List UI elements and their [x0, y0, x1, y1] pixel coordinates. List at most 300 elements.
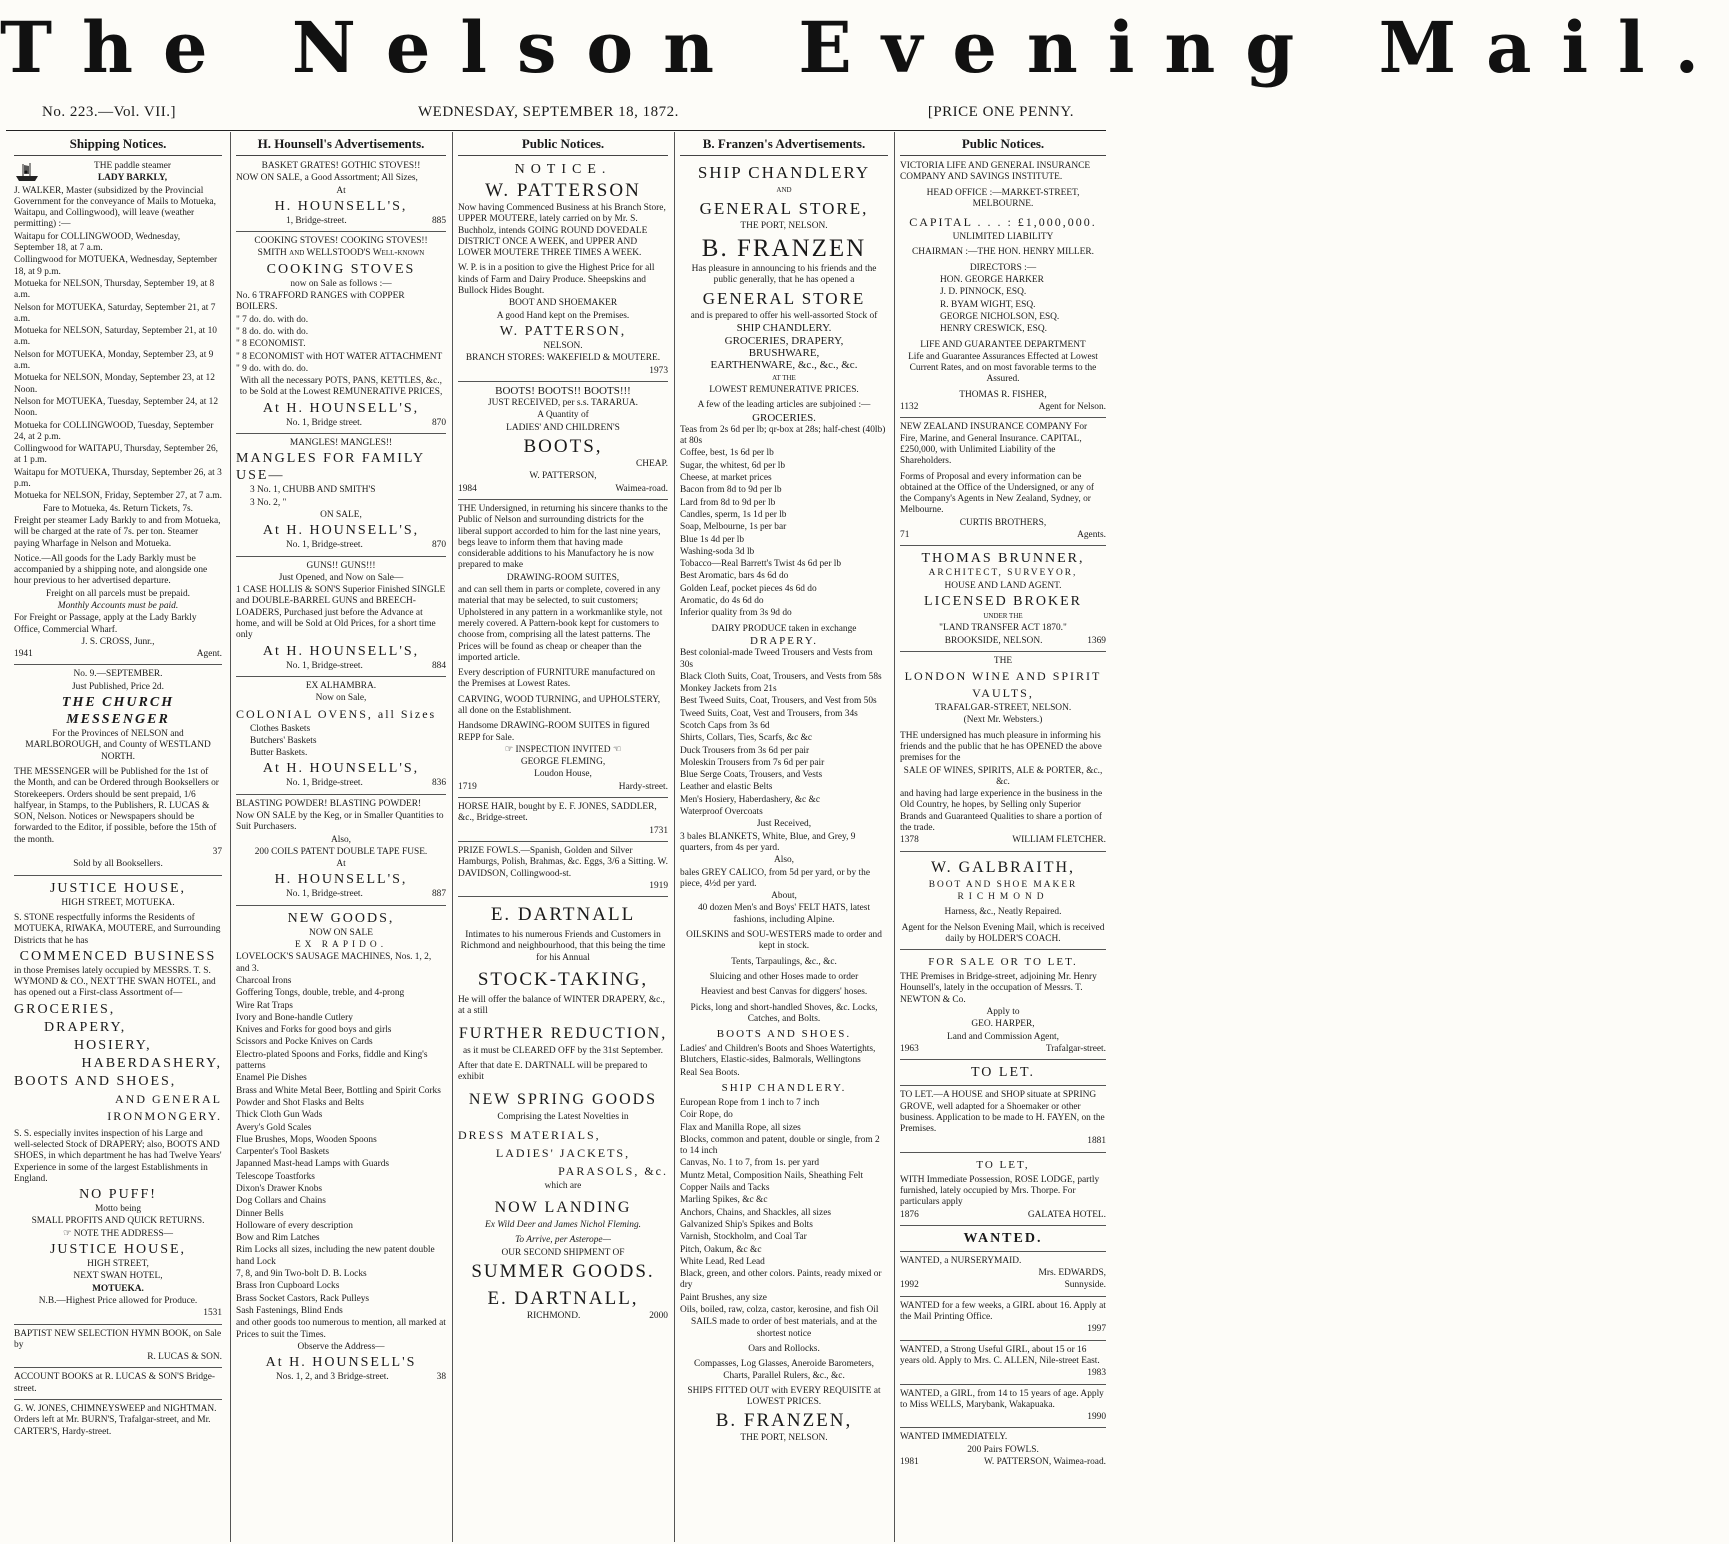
list-item: Telescope Toastforks	[236, 1171, 315, 1182]
text: W. P. is in a position to give the Highest Price for all kinds of Farm and Dairy Produce. Sheepskins and Bullock Hides Bought.	[458, 263, 655, 297]
text: No. 1, Bridge-street.	[286, 540, 363, 551]
text: SMALL PROFITS AND QUICK RETURNS.	[31, 1216, 205, 1227]
text: MANGLES! MANGLES!!	[289, 438, 393, 449]
text: LICENSED BROKER	[924, 593, 1082, 609]
text: COOKING STOVES! COOKING STOVES!!	[254, 236, 428, 247]
list-item: Sugar, the whitest, 6d per lb	[680, 460, 786, 471]
issue-number: No. 223.—Vol. VII.]	[42, 104, 176, 120]
text: MOTUEKA.	[92, 1283, 144, 1294]
text: Nos. 1, 2, and 3 Bridge-street.	[276, 1372, 389, 1383]
text: Motto being	[94, 1204, 142, 1215]
text: Land and Commission Agent,	[947, 1031, 1059, 1042]
groceries-list	[680, 425, 888, 620]
list-item: " 9 do. with do. do.	[236, 363, 309, 374]
text: JUSTICE HOUSE,	[49, 1242, 187, 1258]
text: SUMMER GOODS.	[471, 1261, 655, 1282]
text: A few of the leading articles are subjoined :—	[697, 400, 871, 411]
text: AND	[776, 186, 792, 194]
ad-number: 1919	[649, 880, 668, 891]
text: BASKET GRATES! GOTHIC STOVES!!	[261, 161, 421, 171]
text: EX ALHAMBRA.	[305, 680, 377, 691]
list-item: Coir Rope, do	[680, 1110, 733, 1121]
text: UNLIMITED LIABILITY	[952, 232, 1054, 243]
list-item: " 8 ECONOMIST with HOT WATER ATTACHMENT	[236, 351, 443, 362]
text: For the Provinces of NELSON and MARLBOROUGH, and County of WESTLAND NORTH.	[25, 729, 211, 762]
text: Sluicing and other Hoses made to order	[709, 971, 859, 982]
text: ☞ INSPECTION INVITED ☜	[504, 744, 622, 755]
stove-list	[236, 291, 446, 375]
column-divider	[674, 132, 675, 1542]
list-item: Ivory and Bone-handle Cutlery	[236, 1012, 353, 1023]
ad-number: 38	[436, 1372, 446, 1383]
text: in those Premises lately occupied by MESSRS. T. S. WYMOND & CO., NEXT THE SWAN HOTEL, and has opened out a First-class Assortment of—	[14, 965, 216, 999]
text: Just Opened, and Now on Sale—	[278, 572, 404, 583]
text: WANTED, a Strong Useful GIRL, about 15 or 16 years old. Apply to Mrs. C. ALLEN, Nile-street East.	[900, 1344, 1100, 1366]
text: He will offer the balance of WINTER DRAPERY, &c., at a still	[458, 995, 665, 1017]
text: Observe the Address—	[297, 1341, 385, 1352]
list-item: Black, green, and other colors. Paints, ready mixed or dry	[680, 1269, 882, 1291]
text: TO LET,	[976, 1158, 1030, 1171]
text: Monthly Accounts must be paid.	[57, 600, 179, 611]
text: SAILS made to order of best materials, and at the shortest notice	[691, 1317, 877, 1339]
masthead-title: The Nelson Evening Mail.	[0, 6, 1729, 89]
ad-number: 1731	[649, 825, 668, 836]
list-item: Copper Nails and Tacks	[680, 1183, 770, 1194]
text: THE MESSENGER will be Published for the 1st of the Month, and can be Ordered through Booksellers or Storekeepers. Orders should be sent prepaid, 1/6 halfyear, in Stamps, to the Publishers, R. LUCAS & SON, Nelson. Notices or Newspapers should be forwarded to the Editor, if possible, before the 15th of the month.	[14, 766, 219, 845]
list-item: Scotch Caps from 3s 6d	[680, 720, 770, 731]
text: FOR SALE OR TO LET.	[928, 956, 1078, 969]
list-item: " 8 ECONOMIST.	[236, 339, 306, 350]
text: now on Sale as follows :—	[290, 278, 392, 289]
list-item: Duck Trousers from 3s 6d per pair	[680, 745, 810, 756]
text: CHEAP.	[635, 459, 668, 470]
text: 40 dozen Men's and Boys' FELT HATS, latest fashions, including Alpine.	[697, 903, 871, 925]
text: No. 1, Bridge-street.	[286, 660, 363, 671]
list-item: Marling Spikes, &c &c	[680, 1195, 768, 1206]
text: DRESS MATERIALS,	[458, 1127, 601, 1142]
text: WANTED, a NURSERYMAID.	[900, 1255, 1022, 1266]
text: LADY BARKLY,	[97, 173, 168, 184]
text: Also,	[330, 834, 352, 845]
text: BROOKSIDE, NELSON.	[944, 635, 1043, 646]
text: Now ON SALE by the Keg, or in Smaller Quantities to Suit Purchasers.	[236, 810, 444, 833]
issue-price: [PRICE ONE PENNY.	[927, 104, 1074, 120]
text: 1 CASE HOLLIS & SON'S Superior Finished SINGLE and DOUBLE-BARREL GUNS and BREECH-LOADERS, Purchased just before the Advance at home, and will be Sold at Old Prices, for a short time only	[236, 585, 446, 641]
text: CAPITAL . . . : £1,000,000.	[909, 215, 1097, 230]
text: Butter Baskets.	[250, 748, 308, 759]
list-item: Motueka for NELSON, Friday, September 27, at 7 a.m.	[14, 491, 222, 502]
text: B. FRANZEN	[701, 234, 867, 262]
text: Now having Commenced Business at his Branch Store, UPPER MOUTERE, lately carried on by Mr. S. Buchholz, intends GOING ROUND DOVEDALE DISTRICT ONCE A WEEK, and UPPER AND LOWER MOUTERE THREE TIMES A WEEK.	[458, 203, 666, 259]
text: GENERAL STORE	[702, 289, 866, 309]
text: R. LUCAS & SON.	[147, 1352, 222, 1363]
text: About,	[771, 891, 797, 902]
text: HOUSE AND LAND AGENT.	[944, 580, 1062, 591]
list-item: Nelson for MOTUEKA, Tuesday, September 24, at 12 Noon.	[14, 396, 219, 419]
ad-number: 870	[431, 417, 446, 428]
text: DRAWING-ROOM SUITES,	[506, 572, 620, 583]
list-item: Teas from 2s 6d per lb; qr-box at 28s; half-chest (40lb) at 80s	[680, 424, 886, 447]
text: (Next Mr. Websters.)	[963, 715, 1043, 726]
list-item: HON. GEORGE HARKER	[940, 275, 1044, 286]
text: BAPTIST NEW SELECTION HYMN BOOK, on Sale by	[14, 1328, 222, 1350]
text: BOOTS AND SHOES,	[14, 1073, 177, 1089]
ad-church-messenger	[14, 669, 222, 870]
text: HIGH STREET,	[87, 1259, 149, 1270]
text: Real Sea Boots.	[680, 1067, 740, 1078]
text: ☞ NOTE THE ADDRESS—	[62, 1228, 174, 1239]
list-item: Best Tweed Suits, Coat, Trousers, and Vest from 50s	[680, 696, 877, 707]
text: HEAD OFFICE :—MARKET-STREET, MELBOURNE.	[926, 187, 1080, 209]
text: EX RAPIDO.	[294, 940, 388, 951]
list-item: " 8 do. do. with do.	[236, 326, 309, 337]
text: SHIPS FITTED OUT with EVERY REQUISITE at LOWEST PRICES.	[687, 1385, 881, 1408]
list-item: Shirts, Collars, Ties, Scarfs, &c &c	[680, 733, 813, 744]
text: Agent for the Nelson Evening Mail, which is received daily by HOLDER'S COACH.	[901, 922, 1105, 944]
text: DAIRY PRODUCE taken in exchange	[711, 623, 857, 634]
text: THE PORT, NELSON.	[740, 1433, 828, 1444]
ad-number: 1132	[900, 402, 919, 413]
column-header: H. Hounsell's Advertisements.	[236, 136, 446, 156]
list-item: Charcoal Irons	[236, 975, 292, 986]
text: NEW GOODS,	[287, 910, 395, 926]
ad-number: 1531	[203, 1308, 222, 1319]
list-item: Varnish, Stockholm, and Coal Tar	[680, 1232, 807, 1243]
text: Now on Sale,	[315, 693, 367, 704]
text: LADIES' AND CHILDREN'S	[506, 422, 620, 433]
text: Waimea-road.	[615, 483, 668, 494]
text: N.B.—Highest Price allowed for Produce.	[38, 1295, 198, 1306]
text: At H. HOUNSELL'S,	[262, 523, 420, 539]
text: Clothes Baskets	[250, 723, 311, 734]
text: Apply to	[986, 1007, 1020, 1018]
text: Trafalgar-street.	[1045, 1043, 1106, 1054]
text: COMMENCED BUSINESS	[19, 948, 217, 964]
text: 3 No. 2, "	[250, 497, 287, 508]
ad-number: 836	[431, 778, 446, 789]
text: ACCOUNT BOOKS at R. LUCAS & SON'S Bridge-street.	[14, 1372, 216, 1394]
text: NELSON.	[543, 340, 583, 351]
list-item: Enamel Pie Dishes	[236, 1073, 307, 1084]
list-item: Inferior quality from 3s 9d do	[680, 608, 792, 619]
text: Tents, Tarpaulings, &c., &c.	[731, 956, 837, 967]
list-item: Powder and Shot Flasks and Belts	[236, 1097, 364, 1108]
text: At H. HOUNSELL'S,	[262, 643, 420, 659]
text: HIGH STREET, MOTUEKA.	[61, 897, 175, 908]
text: JUST RECEIVED, per s.s. TARARUA.	[488, 398, 638, 409]
ad-number: 1990	[1087, 1412, 1106, 1423]
text: LIFE AND GUARANTEE DEPARTMENT	[920, 339, 1086, 350]
ad-number: 1941	[14, 649, 33, 660]
ad-number: 1719	[458, 781, 477, 792]
text: BOOT AND SHOEMAKER	[508, 298, 618, 309]
goods-list	[236, 976, 446, 1317]
list-item: 7, 8, and 9in Two-bolt D. B. Locks	[236, 1269, 367, 1280]
text: Mrs. EDWARDS,	[1038, 1268, 1106, 1279]
list-item: Black Cloth Suits, Coat, Trousers, and Vests from 58s	[680, 671, 882, 682]
ad-number: 1881	[1087, 1136, 1106, 1147]
text: Hardy-street.	[618, 781, 668, 792]
text: HABERDASHERY,	[81, 1055, 222, 1071]
list-item: Leather and elastic Belts	[680, 782, 773, 793]
text: Picks, long and short-handled Shoves, &c. Locks, Catches, and Bolts.	[690, 1002, 878, 1024]
text: WANTED IMMEDIATELY.	[900, 1432, 1008, 1443]
text: RICHMOND.	[526, 1311, 581, 1321]
text: NOTICE.	[514, 162, 612, 177]
ad-number: 1369	[1087, 635, 1106, 646]
text: Forms of Proposal and every information can be obtained at the Office of the Undersigned, or any of the Company's Agents in New Zealand, Sydney, or Melbourne.	[900, 471, 1095, 516]
list-item: Golden Leaf, pocket pieces 4s 6d do	[680, 583, 817, 594]
list-item: " 7 do. do. with do.	[236, 314, 309, 325]
list-item: Knives and Forks for good boys and girls	[236, 1025, 392, 1036]
list-item: Motueka for NELSON, Saturday, September 21, at 10 a.m.	[14, 326, 217, 348]
text: HOSIERY,	[74, 1037, 152, 1053]
column-divider	[230, 132, 231, 1542]
text: CURTIS BROTHERS,	[959, 517, 1047, 528]
text: LOVELOCK'S SAUSAGE MACHINES, Nos. 1, 2, and 3.	[236, 952, 432, 974]
text: SMITH and WELLSTOOD'S Well-known	[257, 248, 425, 259]
text: 3 bales BLANKETS, White, Blue, and Grey, 9 quarters, from 4s per yard.	[680, 831, 856, 853]
text: A good Hand kept on the Premises.	[496, 310, 630, 321]
text: and having had large experience in the business in the Old Country, he hopes, by Selling only Superior Brands and Guaranteed Qualities to share a portion of the trade.	[900, 789, 1103, 834]
text: THE undersigned has much pleasure in informing his friends and the public that he has OPENED the above premises for the	[900, 730, 1102, 764]
text: DIRECTORS :—	[969, 262, 1037, 273]
list-item: Japanned Mast-head Lamps with Guards	[236, 1159, 390, 1170]
list-item: Motueka for COLLINGWOOD, Tuesday, September 24, at 2 p.m.	[14, 420, 214, 442]
list-item: Carpenter's Tool Baskets	[236, 1147, 330, 1158]
column-divider	[894, 132, 895, 1542]
list-item: Thick Cloth Gun Wads	[236, 1110, 323, 1121]
text: NO PUFF!	[79, 1187, 157, 1203]
text: THE Premises in Bridge-street, adjoining Mr. Henry Hounsell's, lately in the occupation of Messrs. T. NEWTON & Co.	[900, 972, 1097, 1005]
list-item: Galvanized Ship's Spikes and Bolts	[680, 1219, 813, 1230]
text: Freight on all parcels must be prepaid.	[46, 588, 190, 599]
text: NOW LANDING	[494, 1199, 632, 1217]
text: S. STONE respectfully informs the Residents of MOTUEKA, RIWAKA, MOUTERE, and Surrounding Districts that he has	[14, 912, 221, 946]
list-item: Monkey Jackets from 21s	[680, 684, 777, 695]
text: RICHMOND	[957, 891, 1049, 902]
text: BOOTS,	[523, 436, 603, 458]
list-item: Lard from 8d to 9d per lb	[680, 497, 776, 508]
text: OUR SECOND SHIPMENT OF	[501, 1247, 625, 1258]
list-item: Scissors and Pocke Knives on Cards	[236, 1037, 373, 1048]
column-header: Shipping Notices.	[14, 136, 222, 156]
text: GROCERIES,	[14, 1001, 116, 1017]
text: AND GENERAL IRONMONGERY.	[107, 1091, 222, 1123]
text: Sunnyside.	[1064, 1280, 1106, 1291]
text: G. W. JONES, CHIMNEYSWEEP and NIGHTMAN. Orders left at Mr. BURN'S, Trafalgar-street, and Mr. CARTER'S, Hardy-street.	[14, 1404, 217, 1437]
text: THE paddle steamer	[93, 161, 172, 171]
text: J. S. CROSS, Junr.,	[81, 636, 155, 647]
column-header: Public Notices.	[900, 136, 1106, 156]
text: W. PATTERSON, Waimea-road.	[983, 1457, 1106, 1468]
list-item: Brass Socket Castors, Rack Pulleys	[236, 1293, 370, 1304]
ad-number: 2000	[649, 1311, 668, 1321]
column-shipping	[14, 136, 222, 1540]
list-item: Brass Iron Cupboard Locks	[236, 1281, 340, 1292]
column-hounsell	[236, 136, 446, 1540]
list-item: Bow and Rim Latches	[236, 1233, 320, 1244]
text: With all the necessary POTS, PANS, KETTLES, &c., to be Sold at the Lowest REMUNERATIVE PRICES,	[239, 376, 443, 398]
text: No. 1, Bridge-street.	[286, 889, 363, 900]
text: BOOT AND SHOE MAKER	[928, 879, 1078, 890]
text: PARASOLS, &c.	[558, 1163, 668, 1178]
text: W. GALBRAITH,	[930, 858, 1076, 876]
list-item: Coffee, best, 1s 6d per lb	[680, 448, 774, 459]
text: THE Undersigned, in returning his sincere thanks to the Public of Nelson and surrounding districts for the liberal support accorded to him for the last nine years, begs leave to inform them that having made considerable additions to his Manufactory he is now prepared to make	[458, 503, 668, 571]
text: COOKING STOVES	[266, 261, 416, 277]
ad-number: 1983	[1087, 1368, 1106, 1379]
chandlery-list	[680, 1098, 888, 1316]
text: LONDON WINE AND SPIRIT VAULTS,	[904, 669, 1102, 701]
text: DRAPERY.	[749, 634, 819, 647]
text: JUSTICE HOUSE,	[49, 880, 187, 896]
text: and other goods too numerous to mention, all marked at Prices to suit the Times.	[236, 1318, 446, 1340]
ad-number: 1981	[900, 1457, 919, 1468]
text: SHIP CHANDLERY.	[721, 1082, 847, 1094]
ad-number: 1963	[900, 1043, 919, 1054]
text: AT THE	[772, 373, 796, 382]
list-item: Muntz Metal, Composition Nails, Sheathing Felt	[680, 1170, 864, 1181]
text: TO LET.—A HOUSE and SHOP situate at SPRING GROVE, well adapted for a Shoemaker or other business. Application to be made to H. FAYEN, on the Premises.	[900, 1090, 1105, 1135]
ad-number: 37	[212, 847, 222, 858]
text: For Freight or Passage, apply at the Lady Barkly Office, Commercial Wharf.	[14, 613, 197, 635]
ad-number: 1992	[900, 1280, 919, 1291]
list-item: Best Aromatic, bars 4s 6d do	[680, 571, 789, 582]
text: BOOTS! BOOTS!! BOOTS!!!	[495, 384, 631, 397]
text: At	[336, 859, 346, 870]
column-franzen	[680, 136, 888, 1540]
text: Agent.	[196, 649, 222, 660]
text: "LAND TRANSFER ACT 1870."	[939, 623, 1067, 634]
ad-number: 1973	[649, 365, 668, 376]
directors-list	[900, 275, 1106, 335]
list-item: Electro-plated Spoons and Forks, fiddle and King's patterns	[236, 1049, 428, 1072]
text: Also,	[773, 855, 795, 866]
list-item: Dog Collars and Chains	[236, 1196, 326, 1207]
ship-icon	[14, 161, 40, 183]
text: Intimates to his numerous Friends and Customers in Richmond and neighbourhood, that this being the time for his Annual	[460, 930, 666, 963]
ad-justice-house	[14, 880, 222, 1320]
list-item: Holloware of every description	[236, 1220, 353, 1231]
text: Has pleasure in announcing to his friends and the public generally, that he has opened a	[691, 263, 877, 285]
column-public-notices	[458, 136, 668, 1540]
text: GEO. HARPER,	[971, 1019, 1035, 1030]
list-item: Sash Fastenings, Blind Ends	[236, 1305, 343, 1316]
list-item: Best colonial-made Tweed Trousers and Vests from 30s	[680, 648, 873, 670]
text: Life and Guarantee Assurances Effected at Lowest Current Rates, and on most favorable terms to the Assured.	[908, 351, 1098, 385]
text: and can sell them in parts or complete, covered in any material that may be selected, to suit customers; Upholstered in any pattern in a workmanlike style, not merely covered. A Pattern-book kept for customers to choose from, comprising all the latest patterns. The Prices will be found as cheap or cheaper than the imported article.	[458, 585, 663, 663]
text: TRAFALGAR-STREET, NELSON.	[934, 703, 1072, 714]
list-item: Rim Locks all sizes, including the new patent double hand Lock	[236, 1245, 435, 1267]
list-item: Tweed Suits, Coat, Vest and Trousers, from 34s	[680, 708, 858, 719]
text: DRAPERY,	[44, 1019, 127, 1035]
list-item: Waterproof Overcoats	[680, 807, 763, 818]
text: E. DARTNALL	[490, 904, 636, 926]
text: H. HOUNSELL'S,	[274, 198, 408, 214]
text: SALE OF WINES, SPIRITS, ALE & PORTER, &c., &c.	[903, 765, 1103, 787]
text: At H. HOUNSELL'S,	[262, 761, 420, 777]
text: S. S. especially invites inspection of his Large and well-selected Stock of DRAPERY; also, BOOTS AND SHOES, in which department he has had Twelve Years' Experience in some of the largest Establishments in England.	[14, 1128, 222, 1184]
text: bales GREY CALICO, from 5d per yard, or by the piece, 4½d per yard.	[680, 867, 870, 889]
text: At	[336, 185, 346, 196]
text: To Arrive, per Asterope—	[515, 1235, 611, 1246]
text: W. PATTERSON	[485, 180, 641, 201]
text: Loudon House,	[534, 769, 592, 780]
text: At H. HOUNSELL'S	[265, 1355, 417, 1371]
text: GROCERIES, DRAPERY,	[724, 334, 844, 347]
list-item: Tobacco—Real Barrett's Twist 4s 6d per lb	[680, 559, 842, 570]
text: A Quantity of	[537, 410, 589, 421]
text: E. DARTNALL,	[487, 1288, 639, 1309]
issue-date: WEDNESDAY, SEPTEMBER 18, 1872.	[418, 104, 679, 120]
list-item: Men's Hosiery, Haberdashery, &c &c	[680, 794, 821, 805]
text: TO LET.	[970, 1065, 1036, 1081]
list-item: Soap, Melbourne, 1s per bar	[680, 522, 787, 533]
text: No. 9.—SEPTEMBER.	[73, 669, 163, 680]
text: HORSE HAIR, bought by E. F. JONES, SADDLER, &c., Bridge-street.	[458, 802, 657, 824]
ad-number: 887	[431, 889, 446, 900]
text: J. WALKER, Master (subsidized by the Provincial Government for the conveyance of Mails to Motueka, Waitapu, and Collingwood), will leave (weather permitting) :—	[14, 185, 217, 230]
text: SHIP CHANDLERY.	[736, 322, 832, 335]
text: Fare to Motueka, 4s. Return Tickets, 7s.	[43, 503, 193, 514]
text: At H. HOUNSELL'S,	[262, 400, 420, 416]
list-item: White Lead, Red Lead	[680, 1256, 765, 1267]
list-item: Dixon's Drawer Knobs	[236, 1184, 323, 1194]
text: LOWEST REMUNERATIVE PRICES.	[709, 384, 859, 395]
list-item: Wire Rat Traps	[236, 1000, 293, 1011]
text: NOW ON SALE	[309, 927, 373, 938]
text: Harness, &c., Neatly Repaired.	[944, 907, 1062, 918]
sailing-list	[14, 232, 222, 503]
top-rule	[6, 130, 1106, 131]
list-item: European Rope from 1 inch to 7 inch	[680, 1098, 820, 1108]
text: WITH Immediate Possession, ROSE LODGE, partly furnished, lately occupied by Mrs. Thorpe. For particulars apply	[900, 1174, 1100, 1208]
drapery-list	[680, 648, 888, 818]
list-item: No. 6 TRAFFORD RANGES with COPPER BOILERS.	[236, 291, 405, 313]
text: MANGLES FOR FAMILY USE—	[236, 451, 425, 484]
list-item: Motueka for NELSON, Monday, September 23, at 12 Noon.	[14, 373, 215, 395]
text: and is prepared to offer his well-assorted Stock of	[690, 311, 878, 322]
text: GUNS!! GUNS!!!	[306, 560, 376, 571]
list-item: Canvas, No. 1 to 7, from 1s. per yard	[680, 1158, 820, 1169]
text: Agents.	[1077, 530, 1106, 541]
text: Oars and Rollocks.	[748, 1343, 820, 1354]
list-item: Nelson for MOTUEKA, Saturday, September 21, at 7 a.m.	[14, 302, 216, 324]
ad-number: 1378	[900, 835, 919, 846]
text: 200 Pairs FOWLS.	[967, 1444, 1039, 1455]
text: CARVING, WOOD TURNING, and UPHOLSTERY, all done on the Establishment.	[458, 694, 661, 716]
list-item: Collingwood for WAITAPU, Thursday, September 26, at 1 p.m.	[14, 444, 218, 466]
text: Just Received,	[756, 819, 812, 830]
text: THE CHURCH MESSENGER	[61, 695, 175, 728]
dateline	[20, 104, 1094, 126]
list-item: Flue Brushes, Mops, Wooden Spoons	[236, 1134, 377, 1145]
ad-lady-barkly	[14, 161, 222, 660]
list-item: HENRY CRESWICK, ESQ.	[940, 324, 1047, 335]
text: 1, Bridge-street.	[286, 215, 347, 226]
text: ARCHITECT, SURVEYOR,	[928, 568, 1078, 579]
list-item: Nelson for MOTUEKA, Monday, September 23, at 9 a.m.	[14, 349, 214, 372]
text: THOMAS R. FISHER,	[959, 389, 1047, 400]
list-item: Blue 1s 4d per lb	[680, 534, 745, 545]
text: NEW SPRING GOODS	[468, 1090, 658, 1108]
text: GALATEA HOTEL.	[1027, 1209, 1106, 1220]
text: W. PATTERSON,	[529, 471, 597, 482]
text: GROCERIES.	[752, 411, 816, 424]
column-divider	[452, 132, 453, 1542]
text: WANTED.	[963, 1230, 1043, 1246]
